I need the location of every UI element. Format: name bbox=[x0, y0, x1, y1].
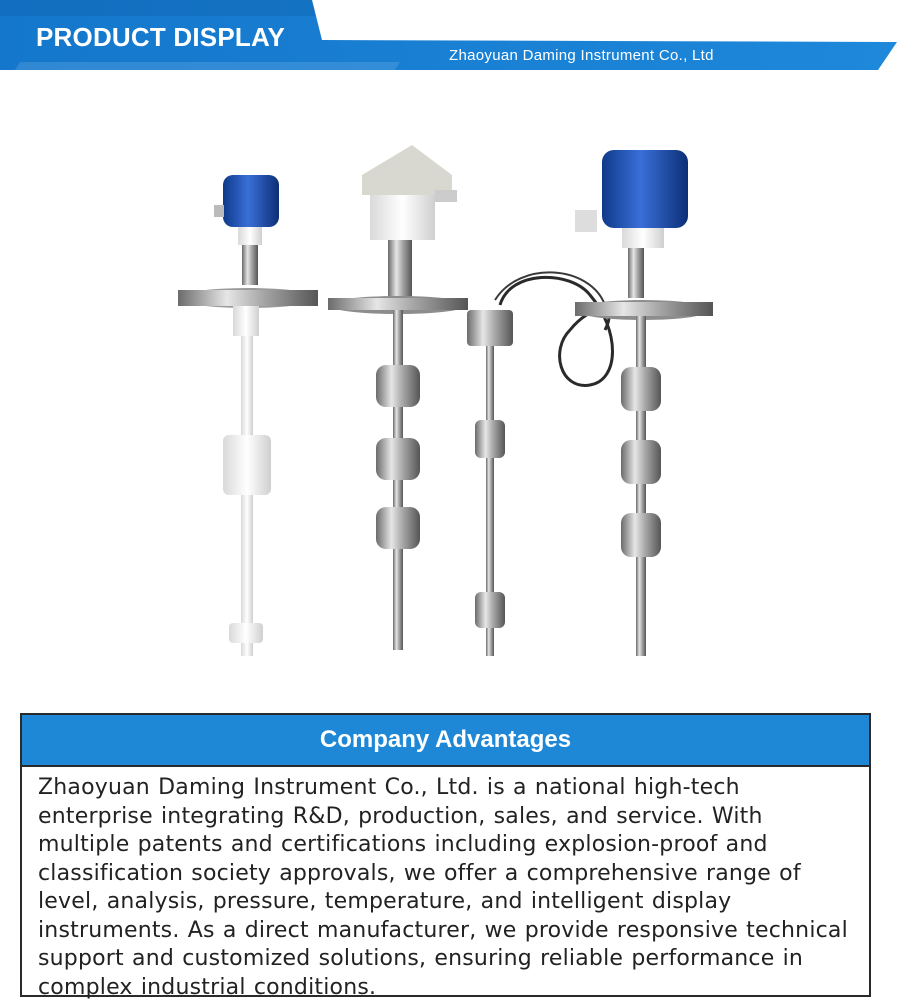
instrument-cable-switch bbox=[467, 272, 613, 656]
header-banner bbox=[0, 0, 897, 72]
instrument-blue-head bbox=[575, 150, 713, 656]
instrument-aluminum-head bbox=[328, 145, 468, 650]
instrument-ptfe bbox=[178, 175, 318, 656]
advantages-title: Company Advantages bbox=[319, 726, 572, 753]
advantages-text: Zhaoyuan Daming Instrument Co., Ltd. is a national high-tech enterprise integrating R&D, production, sales, and service. With multiple patents and certifications including explosion-proof and classification society approvals, we offer a comprehensive range of level, analysis, pressure, temperature, and intelligent display instruments. As a direct manufacturer, we provide responsive technical support and customized solutions, ensuring reliable performance in complex industrial conditions. bbox=[38, 775, 848, 1000]
company-advantages-panel bbox=[20, 713, 871, 1000]
product-photo bbox=[150, 130, 750, 690]
page-title: PRODUCT DISPLAY bbox=[36, 22, 286, 52]
company-name: Zhaoyuan Daming Instrument Co., Ltd bbox=[449, 47, 714, 64]
advantages-header bbox=[22, 715, 869, 767]
